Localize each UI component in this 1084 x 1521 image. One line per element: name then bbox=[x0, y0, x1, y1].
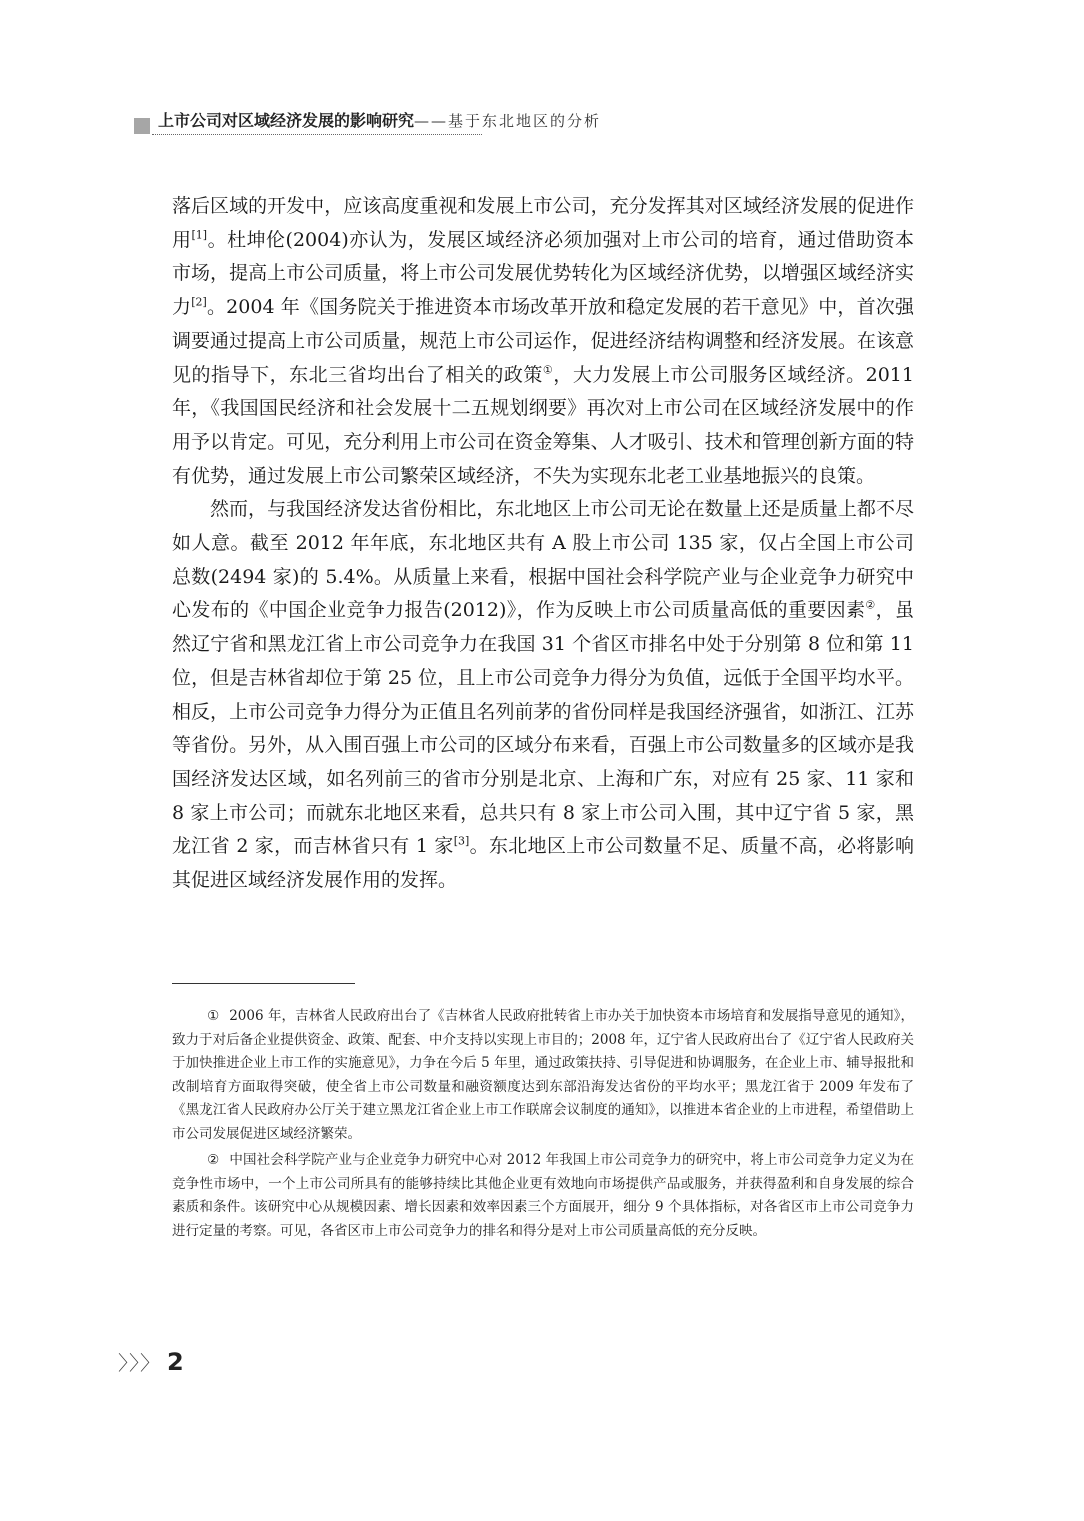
footnote-2 bbox=[172, 1149, 914, 1243]
paragraph-1-text-a: 落后区域的开发中，应该高度重视和发展上市公司，充分发挥其对区域经济发展的促进作用 bbox=[172, 195, 914, 251]
paragraph-1-text-d: ，大力发展上市公司服务区域经济。2011 年，《我国国民经济和社会发展十二五规划纲要》再次对上市公司在区域经济发展中的作用予以肯定。可见，充分利用上市公司在资金筹集、人才吸引、技术和管理创新方面的特有优势，通过发展上市公司繁荣区域经济，不失为实现东北老工业基地振兴的良策。 bbox=[172, 363, 914, 487]
footnote-1 bbox=[172, 1005, 914, 1146]
paragraph-1-text-b: 。杜坤伦(2004)亦认为，发展区域经济必须加强对上市公司的培育，通过借助资本市场，提高上市公司质量，将上市公司发展优势转化为区域经济优势，以增强区域经济实力 bbox=[172, 228, 914, 319]
header-dotted-rule bbox=[152, 134, 482, 135]
paragraph-1 bbox=[172, 190, 914, 493]
chevron-right-icon: 〉〉〉 bbox=[118, 1351, 161, 1375]
citation-ref-3: [3] bbox=[453, 835, 470, 849]
running-head bbox=[134, 108, 634, 138]
footnotes bbox=[172, 1005, 914, 1246]
footnote-marker-1: ① bbox=[542, 363, 554, 377]
page-number: 2 bbox=[167, 1347, 184, 1376]
paragraph-1-text-c: 。2004 年《国务院关于推进资本市场改革开放和稳定发展的若干意见》中，首次强调要通过提高上市公司质量，规范上市公司运作，促进经济结构调整和经济发展。在该意见的指导下，东北三省均出台了相关的政策 bbox=[172, 296, 914, 386]
body-text bbox=[172, 190, 914, 898]
footnote-1-mark: ① bbox=[207, 1008, 220, 1024]
footnote-separator bbox=[172, 983, 355, 984]
paragraph-2-text-a: 然而，与我国经济发达省份相比，东北地区上市公司无论在数量上还是质量上都不尽如人意。截至 2012 年年底，东北地区共有 A 股上市公司 135 家，仅占全国上市公司总数(2494 家)的 5.4%。从质量上来看，根据中国社会科学院产业与企业竞争力研究中心发布的《中国企业竞争力报告(2012)》，作为反映上市公司质量高低的重要因素 bbox=[172, 498, 914, 622]
footnote-2-mark: ② bbox=[207, 1152, 220, 1168]
footnote-1-text: 2006 年，吉林省人民政府出台了《吉林省人民政府批转省上市办关于加快资本市场培育和发展指导意见的通知》，致力于对后备企业提供资金、政策、配套、中介支持以实现上市目的；2008 年，辽宁省人民政府出台了《辽宁省人民政府关于加快推进企业上市工作的实施意见》，力争在今后 5 年里，通过政策扶持、引导促进和协调服务，在企业上市、辅导报批和改制培育方面取得突破，使全省上市公司数量和融资额度达到东部沿海发达省份的平均水平；黑龙江省于 2009 年发布了《黑龙江省人民政府办公厅关于建立黑龙江省企业上市工作联席会议制度的通知》，以推进本省企业的上市进程，希望借助上市公司发展促进区域经济繁荣。 bbox=[172, 1008, 914, 1142]
header-book-subtitle: ——基于东北地区的分析 bbox=[414, 112, 602, 130]
footnote-marker-2: ② bbox=[865, 599, 876, 613]
header-text bbox=[158, 108, 601, 131]
citation-ref-2: [2] bbox=[191, 295, 207, 309]
paragraph-2-text-b: ，虽然辽宁省和黑龙江省上市公司竞争力在我国 31 个省区市排名中处于分别第 8 位和第 11 位，但是吉林省却位于第 25 位，且上市公司竞争力得分为负值，远低于全国平均水平。相反，上市公司竞争力得分为正值且名列前茅的省份同样是我国经济强省，如浙江、江苏等省份。另外，从入围百强上市公司的区域分布来看，百强上市公司数量多的区域亦是我国经济发达区域，如名列前三的省市分别是北京、上海和广东，对应有 25 家、11 家和 8 家上市公司；而就东北地区来看，总共只有 8 家上市公司入围，其中辽宁省 5 家，黑龙江省 2 家，而吉林省只有 1 家 bbox=[172, 599, 914, 858]
header-square-marker bbox=[134, 118, 150, 134]
footnote-2-text: 中国社会科学院产业与企业竞争力研究中心对 2012 年我国上市公司竞争力的研究中，将上市公司竞争力定义为在竞争性市场中，一个上市公司所具有的能够持续比其他企业更有效地向市场提供产品或服务，并获得盈利和自身发展的综合素质和条件。该研究中心从规模因素、增长因素和效率因素三个方面展开，细分 9 个具体指标，对各省区市上市公司竞争力进行定量的考察。可见，各省区市上市公司竞争力的排名和得分是对上市公司质量高低的充分反映。 bbox=[172, 1152, 914, 1239]
paragraph-2-text-c: 。东北地区上市公司数量不足、质量不高，必将影响其促进区域经济发展作用的发挥。 bbox=[172, 835, 914, 892]
citation-ref-1: [1] bbox=[191, 228, 208, 242]
page-footer bbox=[118, 1347, 184, 1387]
paragraph-2 bbox=[172, 493, 914, 897]
header-book-title: 上市公司对区域经济发展的影响研究 bbox=[158, 111, 415, 130]
